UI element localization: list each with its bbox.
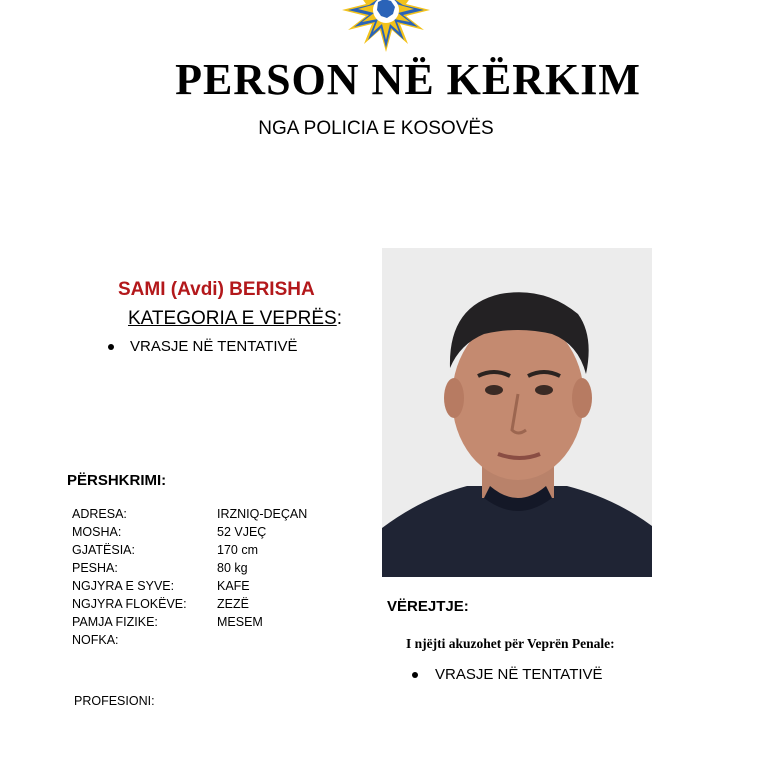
accusation-text: I njëjti akuzohet për Veprën Penale: [406, 636, 615, 651]
row-label: MOSHA: [72, 525, 122, 539]
person-name: SAMI (Avdi) BERISHA [118, 279, 315, 300]
table-row [72, 613, 307, 631]
notes-item-text: VRASJE NË TENTATIVË [435, 666, 603, 683]
table-row [72, 541, 307, 559]
category-list-item [108, 338, 298, 355]
row-label: GJATËSIA: [72, 543, 135, 557]
category-heading-label: KATEGORIA E VEPRËS [128, 308, 337, 329]
police-star-emblem-icon [334, 0, 438, 52]
description-table [72, 505, 307, 649]
row-value: IRZNIQ-DEÇAN [217, 507, 308, 521]
row-label: ADRESA: [72, 507, 127, 521]
row-value: 170 cm [217, 543, 258, 557]
row-label: PESHA: [72, 561, 118, 575]
table-row [72, 523, 307, 541]
description-heading: PËRSHKRIMI: [67, 472, 167, 489]
table-row [72, 505, 307, 523]
bullet-icon [412, 672, 418, 678]
row-value: 52 VJEÇ [217, 525, 267, 539]
table-row [72, 559, 307, 577]
notes-heading: VËREJTJE: [387, 598, 469, 615]
table-row [72, 577, 307, 595]
profession-label: PROFESIONI: [74, 694, 155, 708]
bullet-icon [108, 344, 114, 350]
page-title: PERSON NË KËRKIM [175, 55, 641, 104]
row-value [217, 631, 307, 649]
table-row [72, 595, 307, 613]
row-label: NGJYRA E SYVE: [72, 579, 175, 593]
category-heading [128, 308, 342, 330]
row-value: KAFE [217, 579, 250, 593]
row-value: 80 kg [217, 561, 248, 575]
row-value: MESEM [217, 615, 263, 629]
row-label: NGJYRA FLOKËVE: [72, 597, 187, 611]
row-value: ZEZË [217, 597, 249, 611]
person-photo [382, 248, 652, 577]
category-heading-colon: : [336, 308, 342, 329]
category-item-text: VRASJE NË TENTATIVË [130, 338, 298, 355]
table-row [72, 631, 307, 649]
notes-list-item [412, 666, 603, 683]
page-subtitle: NGA POLICIA E KOSOVËS [258, 118, 494, 139]
row-label: NOFKA: [72, 633, 119, 647]
row-label: PAMJA FIZIKE: [72, 615, 158, 629]
